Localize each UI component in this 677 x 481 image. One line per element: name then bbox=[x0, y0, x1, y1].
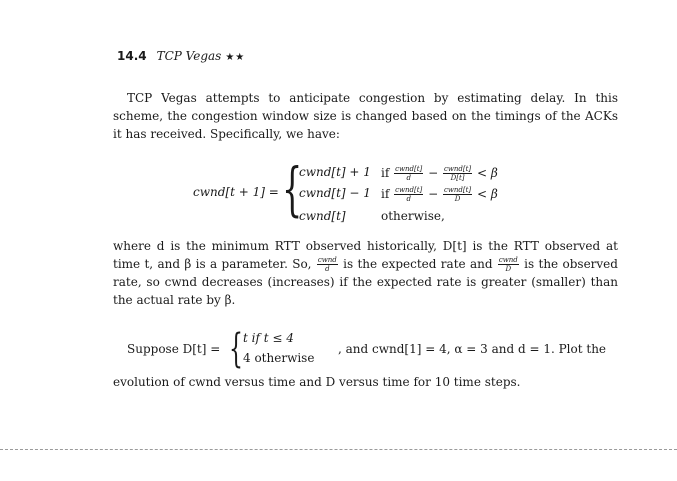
problem-lead: Suppose D[t] = bbox=[127, 342, 221, 356]
problem-case-2: 4 otherwise bbox=[243, 351, 315, 365]
expected-rate-frac: $\frac{\text{cwnd}}{d}$ bbox=[317, 256, 337, 273]
equation-case-3 bbox=[299, 209, 445, 223]
equation-case-1 bbox=[299, 165, 498, 182]
problem-case-1: t if t ≤ 4 bbox=[243, 331, 294, 345]
equation-brace: { bbox=[282, 155, 303, 223]
case-2-frac-1: $\frac{\text{cwnd[t]}}{d}$ bbox=[395, 186, 423, 203]
observed-rate-frac: $\frac{\text{cwnd}}{D}$ bbox=[498, 256, 518, 273]
case-2-frac-2: $\frac{\text{cwnd[t]}}{D}$ bbox=[443, 186, 472, 203]
problem-tail: , and cwnd[1] = 4, α = 3 and d = 1. Plot the bbox=[338, 342, 607, 356]
case-1-frac-2: $\frac{\text{cwnd[t]}}{D[t]}$ bbox=[443, 165, 472, 182]
problem-last-line: evolution of cwnd versus time and D versus time for 10 time steps. bbox=[113, 375, 521, 389]
section-title: TCP Vegas bbox=[156, 49, 222, 63]
case-1-condition: if $\frac{\text{cwnd[t]}}{d}$ − $\frac{\text{cwnd[t]}}{D[t]}$ < β bbox=[381, 165, 498, 182]
section-heading bbox=[117, 49, 245, 63]
case-1-frac-1: $\frac{\text{cwnd[t]}}{d}$ bbox=[395, 165, 423, 182]
case-3-condition: otherwise, bbox=[381, 209, 445, 223]
equation-lhs: cwnd[t + 1] = bbox=[193, 185, 279, 199]
case-3-expr: cwnd[t] bbox=[299, 209, 346, 223]
page-divider bbox=[0, 449, 677, 450]
intro-paragraph: TCP Vegas attempts to anticipate congestion by estimating delay. In this scheme, the congestion window size is changed based on the timings of the ACKs it has received. Specifically, we have: bbox=[113, 91, 618, 141]
section-number: 14.4 bbox=[117, 49, 147, 63]
explanation-paragraph: where d is the minimum RTT observed historically, D[t] is the RTT observed at time t, and β is a parameter. So, $\frac{\text{cwnd}}{d}$ is the expected rate and $\frac{\text{cwnd}}{D}$ is the observed rate, so cwnd decreases (increases) if the expected rate is greater (smaller) than the actual rate by β. bbox=[113, 239, 618, 307]
difficulty-stars: ★★ bbox=[225, 52, 246, 63]
case-2-condition: if $\frac{\text{cwnd[t]}}{d}$ − $\frac{\text{cwnd[t]}}{D}$ < β bbox=[381, 186, 498, 203]
problem-brace: { bbox=[229, 326, 243, 372]
cwnd-update-equation bbox=[193, 155, 553, 230]
case-1-expr: cwnd[t] + 1 bbox=[299, 165, 371, 179]
problem-statement-equation bbox=[127, 326, 627, 372]
case-2-expr: cwnd[t] − 1 bbox=[299, 186, 371, 200]
equation-case-2 bbox=[299, 186, 498, 203]
